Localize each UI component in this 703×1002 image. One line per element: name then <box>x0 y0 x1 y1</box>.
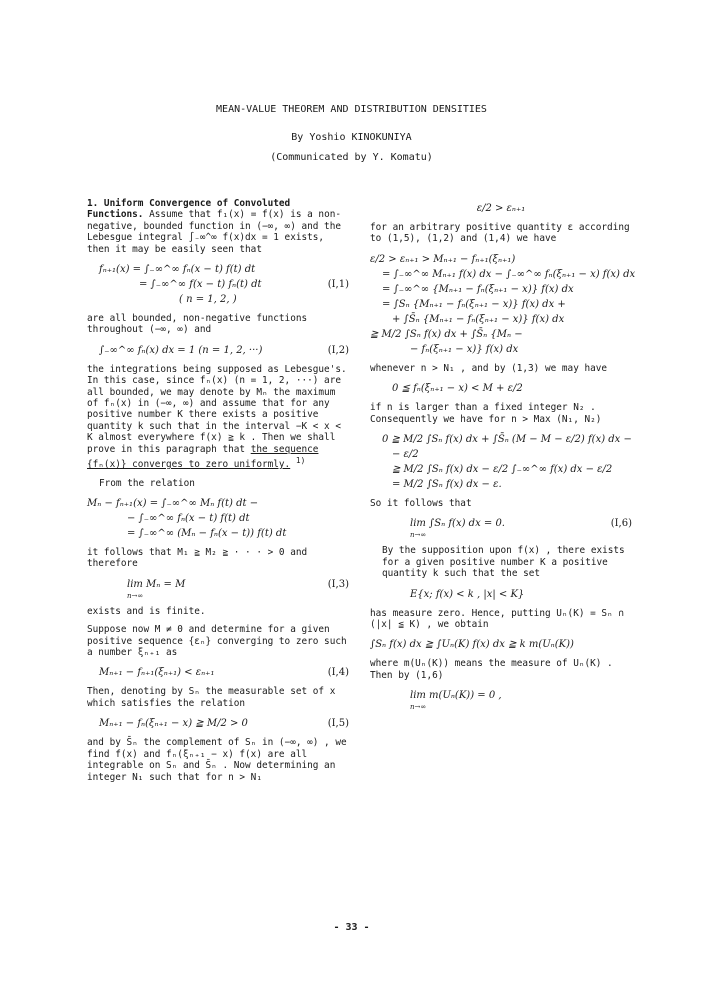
paragraph: By the supposition upon f(x) , there exists for a given positive number K a positive quantity k such that the set <box>382 545 625 580</box>
equation-line: − fₙ(ξₙ₊₁ − x)} f(x) dx <box>410 343 519 355</box>
paragraph: has measure zero. Hence, putting Uₙ(K) = Sₙ ∩ (|x| ≦ K) , we obtain <box>370 607 624 631</box>
equation-line: = M/2 ∫Sₙ f(x) dx − ε. <box>392 479 502 491</box>
footnote-mark: 1) <box>295 456 306 466</box>
limit-subscript: n→∞ <box>410 703 427 712</box>
equation-relation <box>87 496 349 541</box>
equation-line: ε/2 > εₙ₊₁ > Mₙ₊₁ − fₙ₊₁(ξₙ₊₁) <box>370 253 516 265</box>
right-column <box>370 198 636 717</box>
equation-text: lim ∫Sₙ f(x) dx = 0. <box>410 518 505 530</box>
equation-line: − ε/2 <box>392 449 419 461</box>
limit-subscript: n→∞ <box>127 591 144 600</box>
equation-line: = ∫₋∞^∞ (Mₙ − fₙ(x − t)) f(t) dt <box>127 528 287 540</box>
equation-text: lim Mₙ = M <box>127 578 186 590</box>
equation-tag: (I,4) <box>327 667 349 679</box>
equation-tag: (I,5) <box>327 718 349 730</box>
equation-max-chain <box>370 432 632 492</box>
equation-line <box>99 277 349 292</box>
underlined-statement: the sequence {fₙ(x)} converges to zero uniformly. <box>87 443 319 471</box>
paragraph <box>87 364 349 471</box>
section-heading: 1. Uniform Convergence of Convoluted Functions. <box>87 198 291 221</box>
equation-text: Mₙ₊₁ − fₙ(ξₙ₊₁ − x) ≧ M/2 > 0 <box>99 718 248 730</box>
equation-text: = ∫₋∞^∞ f(x − t) fₙ(t) dt <box>139 279 262 291</box>
paragraph: where m(Uₙ(K)) means the measure of Uₙ(K) . Then by (1,6) <box>370 658 613 681</box>
equation-line: ≧ M/2 ∫Sₙ f(x) dx − ε/2 ∫₋∞^∞ f(x) dx − ε/2 <box>392 464 613 476</box>
paragraph: are all bounded, non-negative functions throughout (−∞, ∞) and <box>87 313 308 336</box>
equation-line: = ∫₋∞^∞ {Mₙ₊₁ − fₙ(ξₙ₊₁ − x)} f(x) dx <box>382 283 574 295</box>
paragraph-text: Assume that f₁(x) = f(x) is a non-negative, bounded function in (−∞, ∞) and the Lebesgue integral ∫₋∞^∞ f(x)dx = 1 exists, then it may be easily seen that <box>87 209 342 255</box>
equation-text: ∫₋∞^∞ fₙ(x) dx = 1 (n = 1, 2, ···) <box>99 344 263 356</box>
equation-I2 <box>87 343 349 358</box>
paragraph: From the relation <box>99 477 195 489</box>
equation-line: = ∫₋∞^∞ Mₙ₊₁ f(x) dx − ∫₋∞^∞ fₙ(ξₙ₊₁ − x) f(x) dx <box>382 268 636 280</box>
equation-tag: (I,3) <box>327 578 349 590</box>
equation-I5 <box>87 716 349 731</box>
paragraph: it follows that M₁ ≧ M₂ ≧ · · · > 0 and therefore <box>87 547 308 570</box>
communicated-line: (Communicated by Y. Komatu) <box>270 152 433 163</box>
equation-chain <box>370 252 636 357</box>
paragraph: for an arbitrary positive quantity ε according to (1,5), (1,2) and (1,4) we have <box>370 222 630 245</box>
paragraph-text: the integrations being supposed as Lebesgue's. In this case, since fₙ(x) (n = 1, 2, ···) are all bounded, we may denote by Mₙ the maximum of fₙ(x) in (−∞, ∞) and assume that for any positive number K there exists a positive quantity k such that in the interval −K < x < K almost everywhere f(x) ≧ k . Then we shall prove in this paragraph that <box>87 363 347 455</box>
equation-line: ( n = 1, 2, ) <box>179 294 237 306</box>
author-line: By Yoshio KINOKUNIYA <box>291 132 412 143</box>
equation-line: Mₙ − fₙ₊₁(x) = ∫₋∞^∞ Mₙ f(t) dt − <box>87 498 259 510</box>
paragraph: exists and is finite. <box>87 605 206 617</box>
page-number: - 33 - <box>333 922 370 933</box>
left-column <box>87 198 349 790</box>
equation-set-E: E{x; f(x) < k , |x| < K} <box>410 588 525 600</box>
limit-subscript: n→∞ <box>410 531 427 540</box>
equation-text: Mₙ₊₁ − fₙ₊₁(ξₙ₊₁) < εₙ₊₁ <box>99 667 215 679</box>
equation-I1 <box>87 262 349 307</box>
equation-I4 <box>87 665 349 680</box>
paragraph: and by S̄ₙ the complement of Sₙ in (−∞, ∞) , we find f(x) and fₙ(ξₙ₊₁ − x) f(x) are all integrable on Sₙ and S̄ₙ . Now determining an integer N₁ such that for n > N₁ <box>87 737 347 783</box>
equation-line: = ∫Sₙ {Mₙ₊₁ − fₙ(ξₙ₊₁ − x)} f(x) dx + <box>382 298 566 310</box>
paragraph: whenever n > N₁ , and by (1,3) we may have <box>370 362 608 374</box>
paragraph: So it follows that <box>370 498 472 510</box>
equation-line: + ∫S̄ₙ {Mₙ₊₁ − fₙ(ξₙ₊₁ − x)} f(x) dx <box>392 313 565 325</box>
equation-line: ≧ M/2 ∫Sₙ f(x) dx + ∫S̄ₙ {Mₙ − <box>370 328 523 340</box>
equation-line: − ∫₋∞^∞ fₙ(x − t) f(t) dt <box>127 513 250 525</box>
paragraph: Then, denoting by Sₙ the measurable set of x which satisfies the relation <box>87 686 336 709</box>
paragraph: Suppose now M ≠ 0 and determine for a given positive sequence {εₙ} converging to zero such a number ξₙ₊₁ as <box>87 624 347 659</box>
equation-measure-limit <box>370 688 632 711</box>
equation-tag: (I,6) <box>610 518 632 530</box>
paper-title: MEAN-VALUE THEOREM AND DISTRIBUTION DENSITIES <box>216 104 487 115</box>
section-1-paragraph <box>87 198 349 255</box>
equation-tag: (I,2) <box>327 344 349 356</box>
equation-line: fₙ₊₁(x) = ∫₋∞^∞ fₙ(x − t) f(t) dt <box>99 264 256 276</box>
equation-I6 <box>370 516 632 539</box>
equation-I3 <box>87 577 349 600</box>
paragraph: if n is larger than a fixed integer N₂ . Consequently we have for n > Max (N₁, N₂) <box>370 402 602 425</box>
equation-line: 0 ≧ M/2 ∫Sₙ f(x) dx + ∫S̄ₙ (M − M − ε/2) f(x) dx − <box>382 434 632 446</box>
equation-epsilon-half: ε/2 > εₙ₊₁ <box>476 203 526 214</box>
equation-bound: 0 ≦ fₙ(ξₙ₊₁ − x) < M + ε/2 <box>392 383 523 395</box>
equation-tag: (I,1) <box>327 279 349 291</box>
equation-text: lim m(Uₙ(K)) = 0 , <box>410 690 502 702</box>
equation-measure: ∫Sₙ f(x) dx ≧ ∫Uₙ(K) f(x) dx ≧ k m(Uₙ(K)) <box>370 639 574 651</box>
